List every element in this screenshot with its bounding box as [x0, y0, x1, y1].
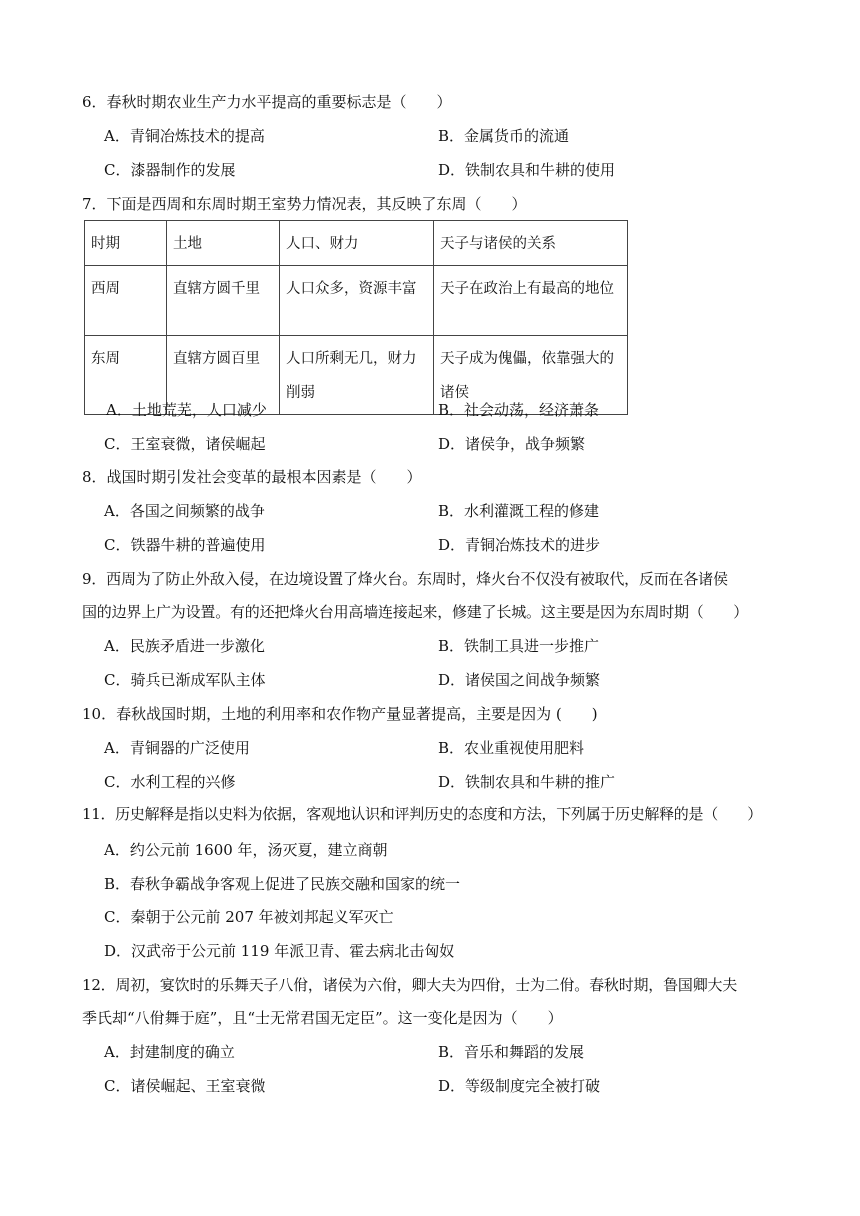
question-9-option-b: B．铁制工具进一步推广 — [438, 637, 600, 655]
table-header-row — [85, 221, 628, 266]
table-header-cell: 土地 — [167, 221, 280, 266]
table-header-cell: 天子与诸侯的关系 — [434, 221, 628, 266]
table-cell: 天子在政治上有最高的地位 — [434, 266, 628, 336]
table-row — [85, 266, 628, 336]
question-7-stem: 7．下面是西周和东周时期王室势力情况表，其反映了东周（ ） — [82, 195, 527, 213]
table-cell: 天子成为傀儡，依靠强大的诸侯 — [434, 336, 628, 415]
table-cell: 西周 — [85, 266, 167, 336]
table-cell: 人口众多，资源丰富 — [280, 266, 434, 336]
question-10-option-a: A．青铜器的广泛使用 — [104, 739, 250, 757]
question-7-option-a: A．土地荒芜，人口减少 — [106, 401, 267, 419]
question-6-stem: 6．春秋时期农业生产力水平提高的重要标志是（ ） — [82, 93, 452, 111]
table-header-cell: 时期 — [85, 221, 167, 266]
question-12-stem-line2: 季氏却“八佾舞于庭”，且“士无常君国无定臣”。这一变化是因为（ ） — [82, 1009, 563, 1027]
question-10-option-d: D．铁制农具和牛耕的推广 — [438, 773, 616, 791]
table-header-cell: 人口、财力 — [280, 221, 434, 266]
question-12-stem-line1: 12．周初，宴饮时的乐舞天子八佾，诸侯为六佾，卿大夫为四佾，士为二佾。春秋时期，鲁国卿大夫 — [82, 976, 738, 994]
table-cell: 东周 — [85, 336, 167, 415]
question-8-option-d: D．青铜冶炼技术的进步 — [438, 536, 601, 554]
question-12-option-c: C．诸侯崛起、王室衰微 — [104, 1077, 266, 1095]
question-6-option-b: B．金属货币的流通 — [438, 127, 570, 145]
question-9-option-c: C．骑兵已渐成军队主体 — [104, 671, 266, 689]
question-10-option-c: C．水利工程的兴修 — [104, 773, 236, 791]
question-10-option-b: B．农业重视使用肥料 — [438, 739, 585, 757]
question-12-option-a: A．封建制度的确立 — [104, 1043, 235, 1061]
question-6-option-c: C．漆器制作的发展 — [104, 161, 236, 179]
question-11-option-d: D．汉武帝于公元前 119 年派卫青、霍去病北击匈奴 — [104, 942, 455, 960]
question-9-stem-line1: 9．西周为了防止外敌入侵，在边境设置了烽火台。东周时，烽火台不仅没有被取代，反而在各诸侯 — [82, 570, 728, 588]
question-8-option-b: B．水利灌溉工程的修建 — [438, 502, 600, 520]
question-11-option-a: A．约公元前 1600 年，汤灭夏，建立商朝 — [104, 841, 388, 859]
question-7-option-c: C．王室衰微，诸侯崛起 — [104, 435, 266, 453]
table-cell: 人口所剩无几，财力削弱 — [280, 336, 434, 415]
question-8-option-a: A．各国之间频繁的战争 — [104, 502, 265, 520]
table-cell: 直辖方圆千里 — [167, 266, 280, 336]
question-11-stem: 11．历史解释是指以史料为依据，客观地认识和评判历史的态度和方法，下列属于历史解释的是（ ） — [82, 805, 762, 823]
question-12-option-d: D．等级制度完全被打破 — [438, 1077, 601, 1095]
question-12-option-b: B．音乐和舞蹈的发展 — [438, 1043, 585, 1061]
question-11-option-c: C．秦朝于公元前 207 年被刘邦起义军灭亡 — [104, 908, 394, 926]
question-8-option-c: C．铁器牛耕的普遍使用 — [104, 536, 266, 554]
question-7-option-d: D．诸侯争，战争频繁 — [438, 435, 586, 453]
question-9-option-a: A．民族矛盾进一步激化 — [104, 637, 265, 655]
table-cell: 直辖方圆百里 — [167, 336, 280, 415]
question-11-option-b: B．春秋争霸战争客观上促进了民族交融和国家的统一 — [104, 875, 461, 893]
question-8-stem: 8．战国时期引发社会变革的最根本因素是（ ） — [82, 468, 422, 486]
question-9-option-d: D．诸侯国之间战争频繁 — [438, 671, 601, 689]
question-7-table — [84, 220, 628, 415]
question-6-option-d: D．铁制农具和牛耕的使用 — [438, 161, 616, 179]
question-7-option-b: B．社会动荡，经济萧条 — [438, 401, 600, 419]
question-10-stem: 10．春秋战国时期，土地的利用率和农作物产量显著提高，主要是因为 ( ) — [82, 705, 598, 723]
question-9-stem-line2: 国的边界上广为设置。有的还把烽火台用高墙连接起来，修建了长城。这主要是因为东周时期（ ） — [82, 603, 749, 621]
question-6-option-a: A．青铜冶炼技术的提高 — [104, 127, 265, 145]
